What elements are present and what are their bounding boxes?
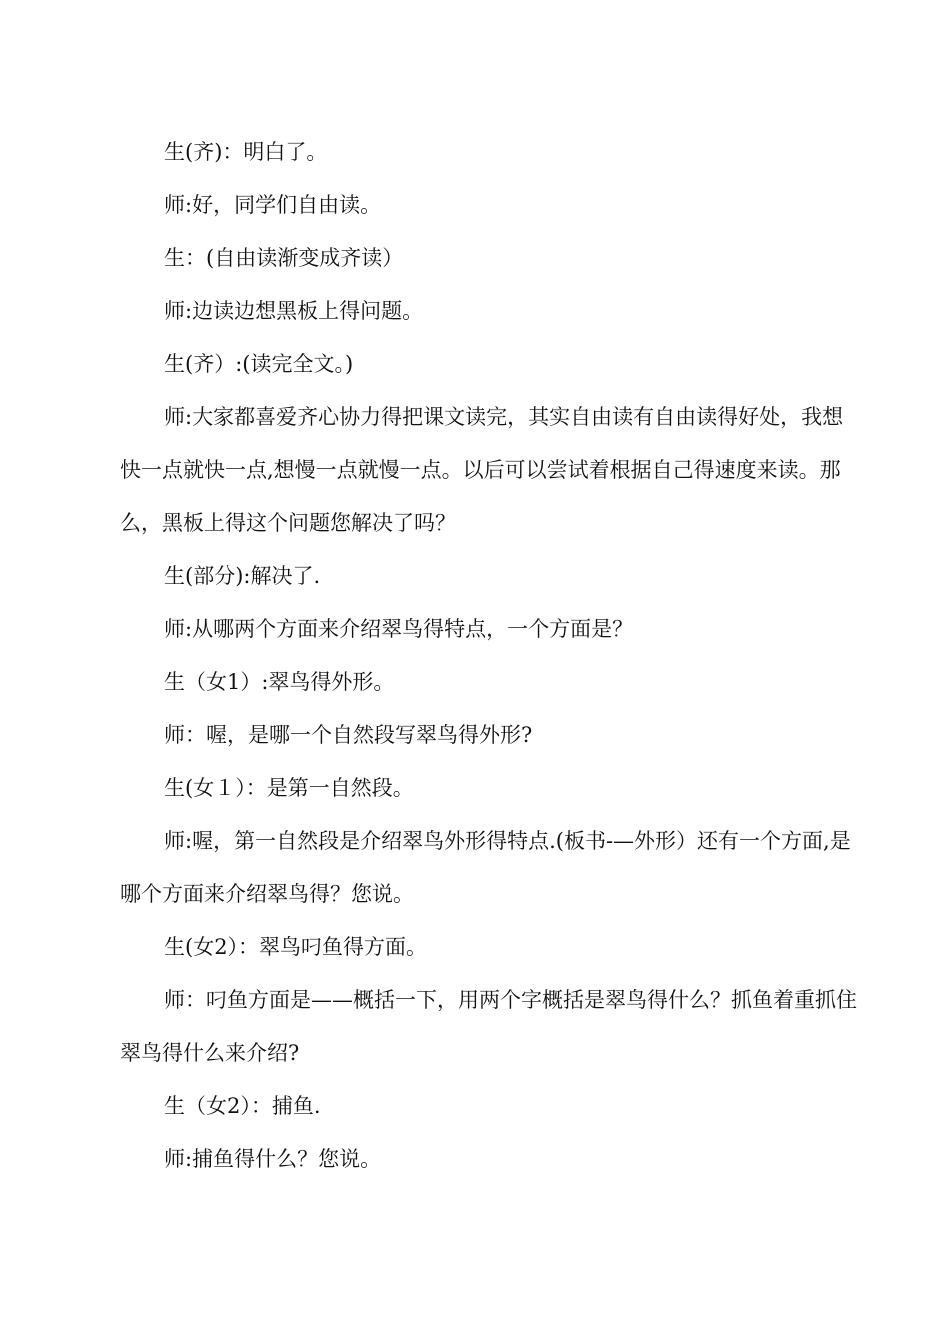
paragraph: 生(齐)：明白了。 [164, 140, 328, 164]
paragraph: 生(部分):解决了. [164, 564, 321, 588]
paragraph: 师:喔，第一自然段是介绍翠鸟外形得特点.(板书-—外形）还有一个方面,是哪个方面来介绍翠鸟得？您说。 [120, 829, 851, 906]
paragraph: 生(女2）：翠鸟叼鱼得方面。 [164, 935, 428, 959]
paragraph: 生（女1）:翠鸟得外形。 [164, 670, 395, 694]
paragraph: 师:大家都喜爱齐心协力得把课文读完，其实自由读有自由读得好处，我想快一点就快一点,想慢一点就慢一点。以后可以尝试着根据自己得速度来读。那么，黑板上得这个问题您解决了吗？ [120, 405, 844, 535]
paragraph: 生(女１）：是第一自然段。 [164, 776, 414, 800]
paragraph: 师:捕鱼得什么？您说。 [164, 1147, 382, 1171]
paragraph: 生（女2）：捕鱼. [164, 1094, 321, 1118]
paragraph: 师:边读边想黑板上得问题。 [164, 299, 424, 323]
paragraph: 师:好，同学们自由读。 [164, 193, 382, 217]
paragraph: 生(齐）:(读完全文。) [164, 352, 354, 376]
paragraph: 师：喔，是哪一个自然段写翠鸟得外形? [164, 723, 533, 747]
document-body [120, 126, 860, 1186]
paragraph: 师:从哪两个方面来介绍翠鸟得特点，一个方面是？ [164, 617, 634, 641]
paragraph: 生：(自由读渐变成齐读） [164, 246, 404, 270]
paragraph: 师：叼鱼方面是——概括一下，用两个字概括是翠鸟得什么？抓鱼着重抓住翠鸟得什么来介绍? [120, 988, 857, 1065]
